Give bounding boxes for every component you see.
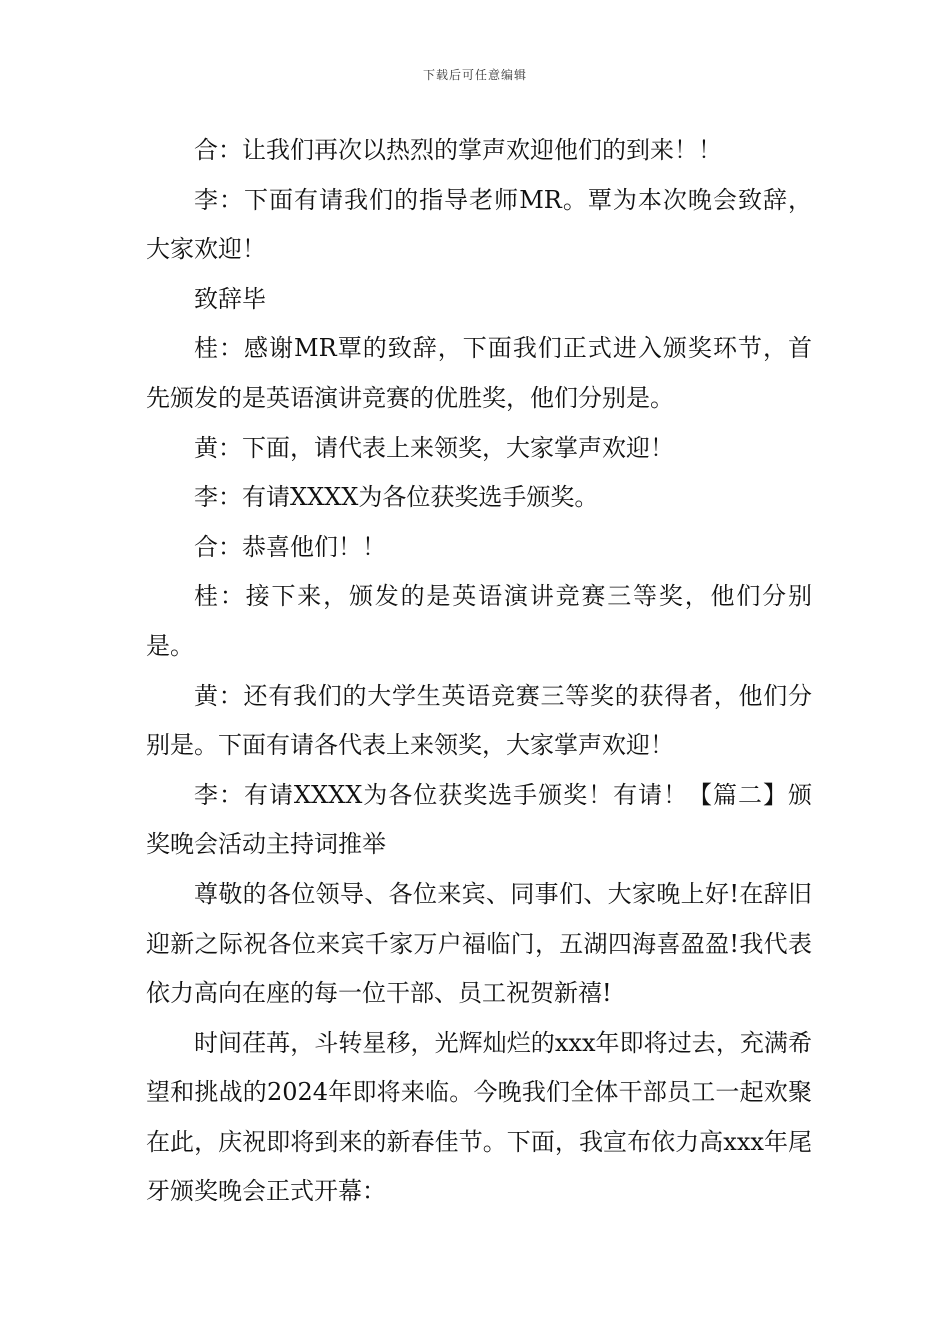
paragraph: 致辞毕 (194, 284, 266, 313)
paragraph: 合：恭喜他们！！ (194, 532, 386, 561)
paragraph: 李：有请XXXX为各位获奖选手颁奖。 (194, 483, 599, 512)
paragraph: 李：下面有请我们的指导老师MR。覃为本次晚会致辞，大家欢迎！ (146, 185, 812, 264)
page-header: 下载后可任意编辑 (422, 68, 527, 82)
paragraph: 李：有请XXXX为各位获奖选手颁奖！有请！【篇二】颁奖晚会活动主持词推举 (146, 780, 812, 859)
paragraph: 桂：接下来，颁发的是英语演讲竞赛三等奖，他们分别是。 (146, 582, 812, 660)
paragraph: 黄：还有我们的大学生英语竞赛三等奖的获得者，他们分别是。下面有请各代表上来领奖，大家掌声欢迎！ (146, 681, 812, 760)
paragraph: 尊敬的各位领导、各位来宾、同事们、大家晚上好!在辞旧迎新之际祝各位来宾千家万户福临门，五湖四海喜盈盈!我代表依力高向在座的每一位干部、员工祝贺新禧! (146, 879, 812, 1008)
paragraph: 时间荏苒，斗转星移，光辉灿烂的xxx年即将过去，充满希望和挑战的2024年即将来临。今晚我们全体干部员工一起欢聚在此，庆祝即将到来的新春佳节。下面，我宣布依力高xxx年尾牙颁奖晚会正式开幕： (146, 1028, 812, 1206)
document-body (146, 126, 812, 1217)
paragraph: 黄：下面，请代表上来领奖，大家掌声欢迎！ (194, 433, 674, 462)
paragraph: 合：让我们再次以热烈的掌声欢迎他们的到来！！ (194, 136, 722, 164)
paragraph: 桂：感谢MR覃的致辞，下面我们正式进入颁奖环节，首先颁发的是英语演讲竞赛的优胜奖，他们分别是。 (146, 334, 812, 412)
